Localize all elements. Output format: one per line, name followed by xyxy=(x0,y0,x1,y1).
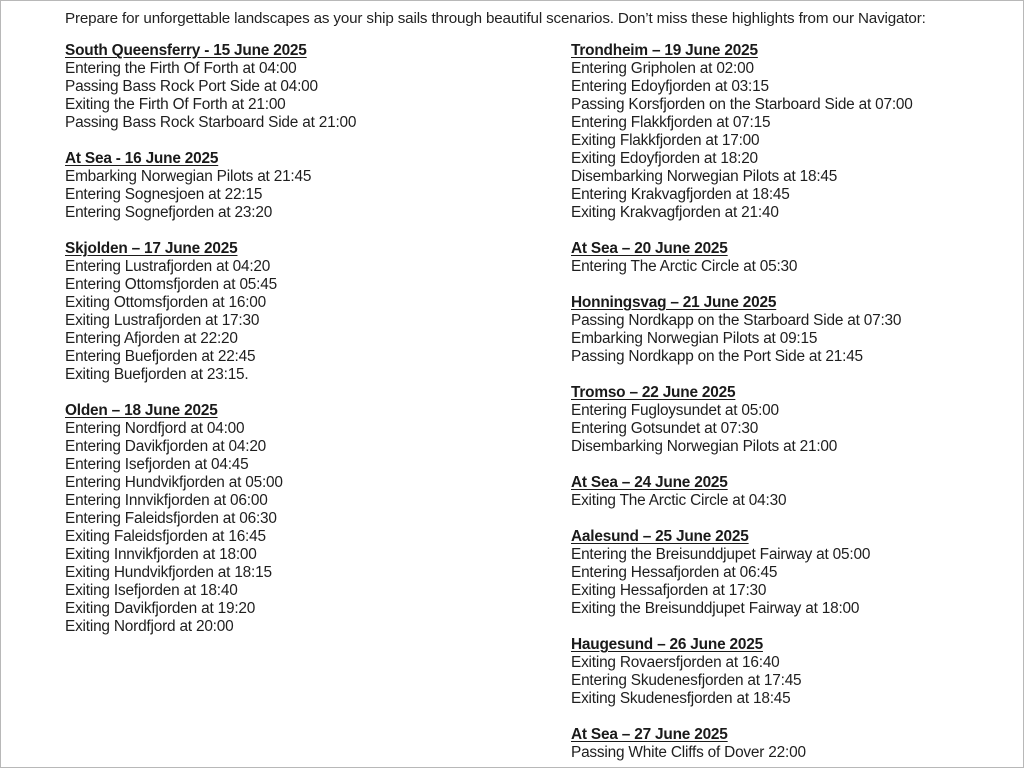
event-item: Exiting the Firth Of Forth at 21:00 xyxy=(65,96,286,113)
event-item: Entering Innvikfjorden at 06:00 xyxy=(65,492,268,509)
day-section xyxy=(571,636,1011,708)
event-item: Exiting Nordfjord at 20:00 xyxy=(65,618,234,635)
event-item: Exiting Flakkfjorden at 17:00 xyxy=(571,132,760,149)
event-item: Exiting Edoyfjorden at 18:20 xyxy=(571,150,758,167)
event-item: Exiting Lustrafjorden at 17:30 xyxy=(65,312,260,329)
event-item: Exiting Isefjorden at 18:40 xyxy=(65,582,238,599)
event-item: Exiting Krakvagfjorden at 21:40 xyxy=(571,204,779,221)
day-title: Honningsvag – 21 June 2025 xyxy=(571,294,777,311)
event-item: Exiting Hundvikfjorden at 18:15 xyxy=(65,564,272,581)
day-section xyxy=(65,42,505,132)
event-item: Exiting Hessafjorden at 17:30 xyxy=(571,582,767,599)
event-item: Entering The Arctic Circle at 05:30 xyxy=(571,258,798,275)
event-item: Entering Gotsundet at 07:30 xyxy=(571,420,759,437)
event-item: Entering Skudenesfjorden at 17:45 xyxy=(571,672,802,689)
event-item: Disembarking Norwegian Pilots at 21:00 xyxy=(571,438,838,455)
event-item: Embarking Norwegian Pilots at 21:45 xyxy=(65,168,312,185)
day-section xyxy=(571,240,1011,276)
day-section xyxy=(571,528,1011,618)
day-section xyxy=(571,726,1011,762)
event-item: Entering the Breisunddjupet Fairway at 05:00 xyxy=(571,546,871,563)
day-section xyxy=(571,42,1011,222)
event-item: Disembarking Norwegian Pilots at 18:45 xyxy=(571,168,838,185)
event-item: Exiting Ottomsfjorden at 16:00 xyxy=(65,294,267,311)
event-item: Passing Bass Rock Starboard Side at 21:00 xyxy=(65,114,357,131)
event-item: Entering Flakkfjorden at 07:15 xyxy=(571,114,771,131)
day-title: Tromso – 22 June 2025 xyxy=(571,384,736,401)
event-item: Embarking Norwegian Pilots at 09:15 xyxy=(571,330,818,347)
day-section xyxy=(65,150,505,222)
day-section xyxy=(571,384,1011,456)
day-title: Trondheim – 19 June 2025 xyxy=(571,42,758,59)
event-item: Entering Hundvikfjorden at 05:00 xyxy=(65,474,283,491)
intro-text: Prepare for unforgettable landscapes as your ship sails through beautiful scenarios. Don’t miss these highlights from our Navigator: xyxy=(65,10,926,27)
day-title: At Sea - 16 June 2025 xyxy=(65,150,219,167)
event-item: Exiting The Arctic Circle at 04:30 xyxy=(571,492,787,509)
day-title: Skjolden – 17 June 2025 xyxy=(65,240,238,257)
event-item: Entering Gripholen at 02:00 xyxy=(571,60,754,77)
day-title: Haugesund – 26 June 2025 xyxy=(571,636,763,653)
event-item: Entering Krakvagfjorden at 18:45 xyxy=(571,186,790,203)
event-item: Entering Lustrafjorden at 04:20 xyxy=(65,258,271,275)
day-title: At Sea – 24 June 2025 xyxy=(571,474,728,491)
event-item: Passing Bass Rock Port Side at 04:00 xyxy=(65,78,318,95)
event-item: Entering Edoyfjorden at 03:15 xyxy=(571,78,769,95)
day-title: At Sea – 20 June 2025 xyxy=(571,240,728,257)
event-item: Exiting the Breisunddjupet Fairway at 18:00 xyxy=(571,600,860,617)
day-section xyxy=(571,294,1011,366)
day-section xyxy=(571,474,1011,510)
event-item: Entering Isefjorden at 04:45 xyxy=(65,456,249,473)
event-item: Passing Korsfjorden on the Starboard Side at 07:00 xyxy=(571,96,913,113)
event-item: Entering Davikfjorden at 04:20 xyxy=(65,438,267,455)
event-item: Exiting Innvikfjorden at 18:00 xyxy=(65,546,257,563)
event-item: Entering Fugloysundet at 05:00 xyxy=(571,402,779,419)
event-item: Entering the Firth Of Forth at 04:00 xyxy=(65,60,297,77)
event-item: Exiting Buefjorden at 23:15. xyxy=(65,366,249,383)
event-item: Entering Nordfjord at 04:00 xyxy=(65,420,245,437)
event-item: Entering Faleidsfjorden at 06:30 xyxy=(65,510,277,527)
event-item: Entering Buefjorden at 22:45 xyxy=(65,348,256,365)
event-item: Entering Hessafjorden at 06:45 xyxy=(571,564,778,581)
day-title: Aalesund – 25 June 2025 xyxy=(571,528,749,545)
day-section xyxy=(65,402,505,636)
event-item: Exiting Skudenesfjorden at 18:45 xyxy=(571,690,791,707)
event-item: Passing White Cliffs of Dover 22:00 xyxy=(571,744,806,761)
right-column xyxy=(571,42,1011,768)
event-item: Entering Ottomsfjorden at 05:45 xyxy=(65,276,277,293)
day-title: South Queensferry - 15 June 2025 xyxy=(65,42,307,59)
event-item: Exiting Rovaersfjorden at 16:40 xyxy=(571,654,780,671)
event-item: Entering Sognefjorden at 23:20 xyxy=(65,204,273,221)
left-column xyxy=(65,42,505,654)
event-item: Exiting Davikfjorden at 19:20 xyxy=(65,600,256,617)
day-title: Olden – 18 June 2025 xyxy=(65,402,218,419)
event-item: Passing Nordkapp on the Port Side at 21:45 xyxy=(571,348,863,365)
day-title: At Sea – 27 June 2025 xyxy=(571,726,728,743)
event-item: Passing Nordkapp on the Starboard Side at 07:30 xyxy=(571,312,902,329)
event-item: Entering Sognesjoen at 22:15 xyxy=(65,186,263,203)
event-item: Entering Afjorden at 22:20 xyxy=(65,330,238,347)
event-item: Exiting Faleidsfjorden at 16:45 xyxy=(65,528,266,545)
day-section xyxy=(65,240,505,384)
